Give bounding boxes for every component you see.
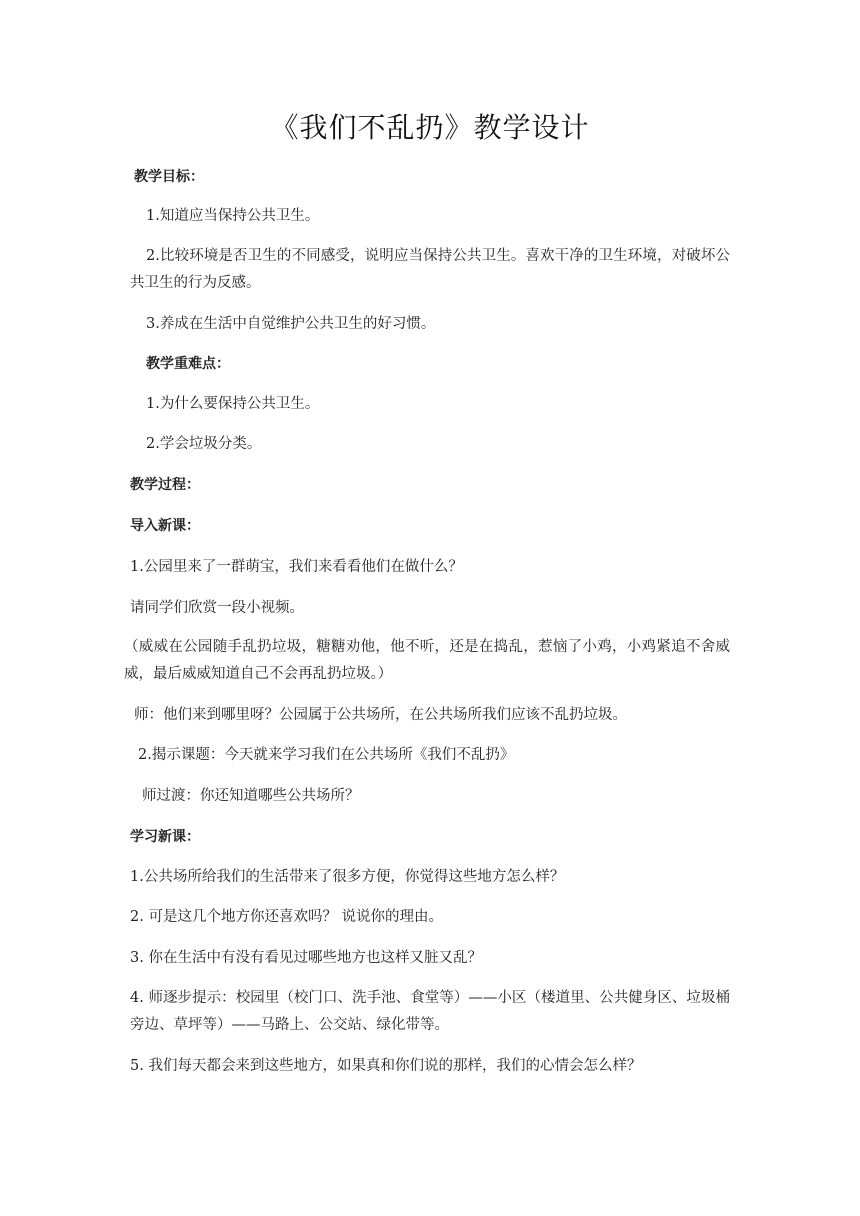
process-heading: 教学过程： [130,477,200,493]
intro-item-1: 1.公园里来了一群萌宝，我们来看看他们在做什么？ [130,559,463,575]
objective-2: 2.比较环境是否卫生的不同感受，说明应当保持公共卫生。喜欢干净的卫生环境，对破坏公共卫生的行为反感。 [130,248,730,291]
objective-1: 1.知道应当保持公共卫生。 [146,208,320,224]
intro-video-line: 请同学们欣赏一段小视频。 [130,600,304,616]
lesson-item-1: 1.公共场所给我们的生活带来了很多方便，你觉得这些地方怎么样？ [130,869,565,885]
objectives-heading: 教学目标： [134,169,204,185]
intro-video-description: （威威在公园随手乱扔垃圾，糖糖劝他，他不听，还是在捣乱，惹恼了小鸡，小鸡紧追不舍威威，最后威威知道自己不会再乱扔垃圾。） [124,639,730,682]
key-point-1: 1.为什么要保持公共卫生。 [146,396,320,412]
key-point-2: 2.学会垃圾分类。 [146,436,262,452]
teacher-line-1: 师：他们来到哪里呀？公园属于公共场所，在公共场所我们应该不乱扔垃圾。 [134,707,627,723]
lesson-item-4: 4. 师逐步提示：校园里（校门口、洗手池、食堂等）——小区（楼道里、公共健身区、垃圾桶旁边、草坪等）——马路上、公交站、绿化带等。 [130,990,730,1033]
lesson-item-3: 3. 你在生活中有没有看见过哪些地方也这样又脏又乱？ [130,950,482,966]
lesson-item-2: 2. 可是这几个地方你还喜欢吗？ 说说你的理由。 [130,909,444,925]
transition-line: 师过渡：你还知道哪些公共场所？ [142,788,360,804]
key-points-heading: 教学重难点： [146,356,230,372]
reveal-topic-line: 2.揭示课题：今天就来学习我们在公共场所《我们不乱扔》 [138,747,515,763]
intro-heading: 导入新课： [130,518,200,534]
new-lesson-heading: 学习新课： [130,829,200,845]
document-title: 《我们不乱扔》教学设计 [270,111,590,144]
lesson-item-5: 5. 我们每天都会来到这些地方，如果真和你们说的那样，我们的心情会怎么样？ [130,1058,642,1074]
objective-3: 3.养成在生活中自觉维护公共卫生的好习惯。 [146,316,436,332]
